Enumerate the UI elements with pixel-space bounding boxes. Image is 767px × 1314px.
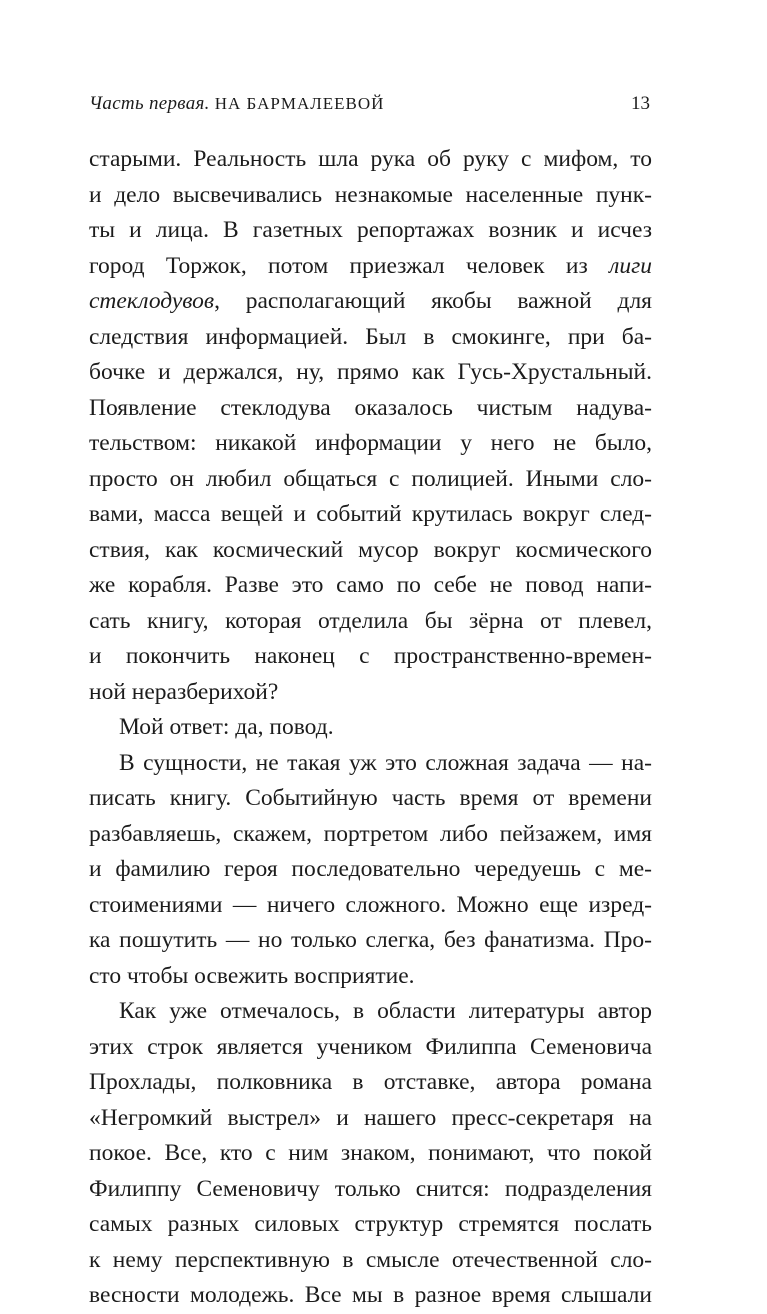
text-line: тельством: никакой информации у него не было,	[89, 430, 652, 456]
text-line: этих строк является учеником Филиппа Семеновича	[89, 1033, 652, 1060]
text-line: Как уже отмечалось, в области литературы автор	[119, 998, 652, 1024]
text-line: сто чтобы освежить восприятие.	[89, 962, 415, 989]
text-line	[89, 249, 652, 285]
text-line: весности молодежь. Все мы в разное время слышали	[89, 1282, 652, 1308]
running-head	[89, 92, 384, 116]
text-line: покое. Все, кто с ним знаком, понимают, что покой	[89, 1140, 652, 1166]
text-line: разбавляешь, скажем, портретом либо пейзажем, имя	[89, 820, 652, 847]
text-line: следствия информацией. Был в смокинге, при ба-	[89, 323, 652, 350]
text-line: Появление стеклодува оказалось чистым надува-	[89, 394, 652, 421]
italic-text: стеклодувов	[89, 288, 215, 314]
italic-text: лиги	[609, 252, 652, 279]
text-line: ты и лица. В газетных репортажах возник и исчез	[89, 217, 652, 243]
running-head-part: Часть первая.	[89, 93, 210, 114]
text-line: Прохлады, полковника в отставке, автора романа	[89, 1069, 652, 1095]
page-number: 13	[631, 93, 650, 114]
text-line: старыми. Реальность шла рука об руку с мифом, то	[89, 146, 652, 172]
body-text	[89, 142, 652, 1314]
text-line: ка пошутить — но только слегка, без фанатизма. Про-	[89, 927, 652, 953]
text-line: Мой ответ: да, повод.	[119, 714, 334, 740]
text-line: ствия, как космический мусор вокруг космического	[89, 536, 652, 563]
text-line: ной неразберихой?	[89, 678, 279, 705]
text-line: В сущности, не такая уж это сложная задача — на-	[119, 749, 652, 776]
text-line: и дело высвечивались незнакомые населенные пунк-	[89, 181, 652, 208]
text-line: писать книгу. Событийную часть время от времени	[89, 785, 652, 811]
text-line: самых разных силовых структур стремятся послать	[89, 1211, 652, 1237]
text-line: «Негромкий выстрел» и нашего пресс-секретаря на	[89, 1104, 652, 1131]
text-line: просто он любил общаться с полицией. Иными сло-	[89, 465, 652, 492]
text-line: же корабля. Разве это само по себе не повод напи-	[89, 572, 652, 598]
text-line: к нему перспективную в смысле отечественной сло-	[89, 1246, 652, 1273]
text-line: Филиппу Семеновичу только снится: подразделения	[89, 1175, 652, 1202]
text-line: и покончить наконец с пространственно-времен-	[89, 643, 652, 669]
text-line: сать книгу, которая отделила бы зёрна от плевел,	[89, 607, 652, 634]
text-line: стоимениями — ничего сложного. Можно еще изред-	[89, 891, 652, 918]
text-line	[89, 284, 652, 320]
text-line: и фамилию героя последовательно чередуешь с ме-	[89, 856, 652, 882]
text-line: вами, масса вещей и событий крутилась вокруг след-	[89, 501, 652, 527]
text-segment: город Торжок, потом приезжал человек из	[89, 252, 610, 279]
text-segment: , располагающий якобы важной для	[214, 288, 652, 314]
text-line: бочке и держался, ну, прямо как Гусь-Хрустальный.	[89, 359, 652, 385]
running-head-title: НА БАРМАЛЕЕВОЙ	[214, 94, 385, 113]
